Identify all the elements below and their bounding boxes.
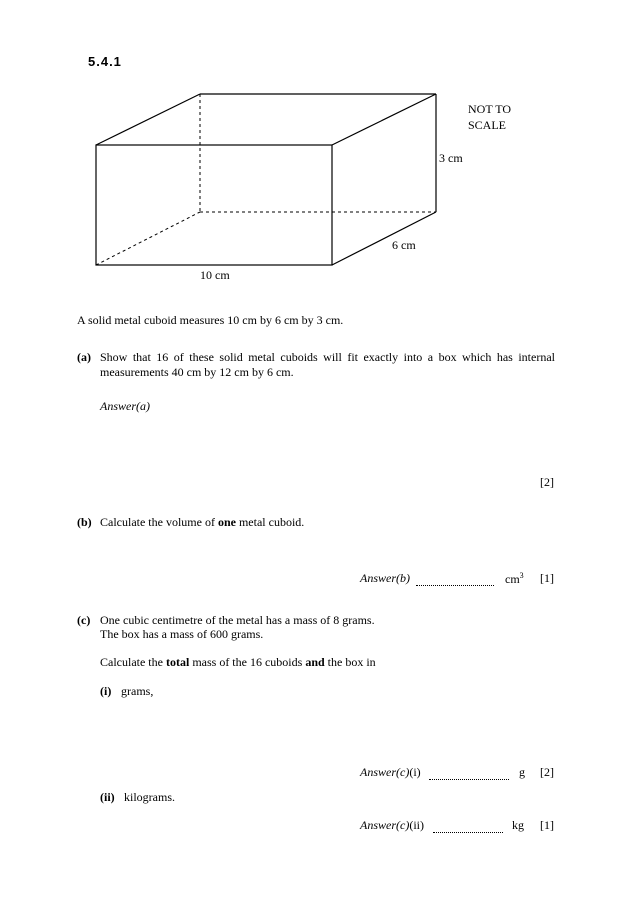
part-c-ii-answer-line[interactable] bbox=[433, 818, 503, 833]
part-c-calc-mid: mass of the 16 cuboids bbox=[189, 655, 306, 669]
cuboid-front-face bbox=[96, 145, 332, 265]
intro-text: A solid metal cuboid measures 10 cm by 6 cm by 3 cm. bbox=[77, 313, 344, 327]
part-b-marks: [1] bbox=[540, 571, 554, 585]
part-c-i-answer-line[interactable] bbox=[429, 765, 509, 780]
part-c-ii-label: (ii) bbox=[100, 790, 115, 804]
part-c-i-unit: g bbox=[519, 765, 525, 779]
section-number: 5.4.1 bbox=[88, 54, 122, 69]
part-c-ii-marks: [1] bbox=[540, 818, 554, 832]
part-c-i-marks: [2] bbox=[540, 765, 554, 779]
label-length: 10 cm bbox=[200, 268, 230, 282]
part-c-calc-text bbox=[100, 655, 376, 670]
part-c-ii-answer-label bbox=[360, 818, 424, 833]
part-c-ii-answer-roman: (ii) bbox=[409, 818, 424, 832]
part-a-answer-label: Answer(a) bbox=[100, 399, 150, 413]
part-c-i-answer-label bbox=[360, 765, 421, 780]
cuboid-edge-bottom-right bbox=[332, 212, 436, 265]
part-c-i-label: (i) bbox=[100, 684, 112, 698]
not-to-scale-note bbox=[468, 101, 511, 133]
hidden-edge-bottom-left bbox=[96, 212, 200, 265]
not-to-scale-line2: SCALE bbox=[468, 118, 507, 132]
label-depth: 6 cm bbox=[392, 238, 416, 252]
cuboid-edge-top-left bbox=[96, 94, 200, 145]
part-b-text-bold: one bbox=[217, 515, 236, 529]
part-b-unit-sup: 3 bbox=[519, 571, 524, 580]
part-c-ii-text: kilograms. bbox=[124, 790, 175, 804]
part-b-unit bbox=[505, 571, 524, 587]
part-a-marks: [2] bbox=[540, 475, 554, 489]
cuboid-edge-top-right bbox=[332, 94, 436, 145]
part-c-calc-post: the box in bbox=[324, 655, 376, 669]
part-c-i-text: grams, bbox=[121, 684, 154, 698]
part-c-i-answer-roman: (i) bbox=[409, 765, 421, 779]
not-to-scale-line1: NOT TO bbox=[468, 102, 512, 116]
part-c-label: (c) bbox=[77, 613, 91, 627]
part-b-text-pre: Calculate the volume of bbox=[100, 515, 218, 529]
part-c-calc-bold2: and bbox=[305, 655, 325, 669]
part-c-i-answer-italic: Answer(c) bbox=[360, 765, 410, 779]
part-b-answer-line[interactable] bbox=[416, 571, 494, 586]
part-b-text-post: metal cuboid. bbox=[235, 515, 305, 529]
part-c-line2: The box has a mass of 600 grams. bbox=[100, 627, 264, 641]
part-b-unit-text: cm bbox=[505, 572, 520, 586]
part-c-calc-pre: Calculate the bbox=[100, 655, 166, 669]
part-c-line1: One cubic centimetre of the metal has a mass of 8 grams. bbox=[100, 613, 375, 627]
part-c-ii-answer-italic: Answer(c) bbox=[360, 818, 410, 832]
part-a-label: (a) bbox=[77, 350, 91, 364]
part-b-answer-label: Answer(b) bbox=[360, 571, 410, 585]
part-b-text bbox=[100, 515, 304, 530]
label-height: 3 cm bbox=[439, 151, 463, 165]
cuboid-diagram bbox=[0, 0, 638, 300]
part-b-label: (b) bbox=[77, 515, 92, 529]
part-c-calc-bold1: total bbox=[165, 655, 190, 669]
part-a-text: Show that 16 of these solid metal cuboids will fit exactly into a box which has internal measurements 40 cm by 12 cm by 6 cm. bbox=[100, 350, 555, 379]
part-c-ii-unit: kg bbox=[512, 818, 524, 832]
